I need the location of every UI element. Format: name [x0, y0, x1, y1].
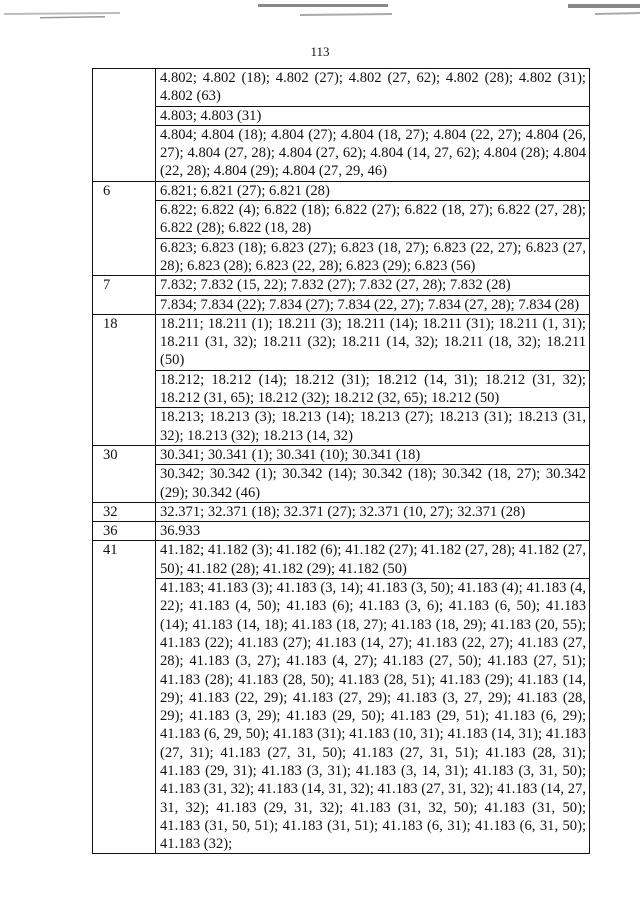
group-number-cell: 30	[93, 445, 156, 502]
table-row	[93, 314, 590, 370]
group-number-cell: 6	[93, 181, 156, 275]
table-row	[93, 541, 590, 579]
code-list-cell: 18.212; 18.212 (14); 18.212 (31); 18.212 (14, 31); 18.212 (31, 32); 18.212 (31, 65); 18.212 (32); 18.212 (32, 65); 18.212 (50)	[156, 370, 590, 408]
table-row	[93, 522, 590, 541]
code-list-cell: 4.802; 4.802 (18); 4.802 (27); 4.802 (27, 62); 4.802 (28); 4.802 (31); 4.802 (63)	[156, 69, 590, 107]
table-row	[93, 445, 590, 464]
group-number-cell: 18	[93, 314, 156, 445]
group-number-cell	[93, 69, 156, 182]
table-row	[93, 181, 590, 200]
scan-artifact-top	[0, 0, 640, 22]
code-list-cell: 41.183; 41.183 (3); 41.183 (3, 14); 41.183 (3, 50); 41.183 (4); 41.183 (4, 22); 41.183 (4, 50); 41.183 (6); 41.183 (3, 6); 41.183 (6, 50); 41.183 (14); 41.183 (14, 18); 41.183 (18, 27); 41.183 (18, 29); 41.183 (20, 55); 41.183 (22); 41.183 (27); 41.183 (14, 27); 41.183 (22, 27); 41.183 (27, 28); 41.183 (3, 27); 41.183 (4, 27); 41.183 (27, 50); 41.183 (27, 51); 41.183 (28); 41.183 (28, 50); 41.183 (28, 51); 41.183 (29); 41.183 (14, 29); 41.183 (22, 29); 41.183 (27, 29); 41.183 (3, 27, 29); 41.183 (28, 29); 41.183 (3, 29); 41.183 (29, 50); 41.183 (29, 51); 41.183 (6, 29); 41.183 (6, 29, 50); 41.183 (31); 41.183 (10, 31); 41.183 (14, 31); 41.183 (27, 31); 41.183 (27, 31, 50); 41.183 (27, 31, 51); 41.183 (28, 31); 41.183 (29, 31); 41.183 (3, 31); 41.183 (3, 14, 31); 41.183 (3, 31, 50); 41.183 (31, 32); 41.183 (14, 31, 32); 41.183 (27, 31, 32); 41.183 (14, 27, 31, 32); 41.183 (29, 31, 32); 41.183 (31, 32, 50); 41.183 (31, 50); 41.183 (31, 50, 51); 41.183 (31, 51); 41.183 (6, 31); 41.183 (6, 31, 50); 41.183 (32);	[156, 579, 590, 854]
code-list-cell: 6.822; 6.822 (4); 6.822 (18); 6.822 (27); 6.822 (18, 27); 6.822 (27, 28); 6.822 (28); 6.822 (18, 28)	[156, 201, 590, 239]
code-list-cell: 7.834; 7.834 (22); 7.834 (27); 7.834 (22, 27); 7.834 (27, 28); 7.834 (28)	[156, 295, 590, 314]
group-number-cell: 36	[93, 522, 156, 541]
code-list-cell: 6.823; 6.823 (18); 6.823 (27); 6.823 (18, 27); 6.823 (22, 27); 6.823 (27, 28); 6.823 (28); 6.823 (22, 28); 6.823 (29); 6.823 (56)	[156, 238, 590, 276]
code-list-cell: 36.933	[156, 522, 590, 541]
code-table-body	[93, 69, 590, 854]
code-list-cell: 41.182; 41.182 (3); 41.182 (6); 41.182 (27); 41.182 (27, 28); 41.182 (27, 50); 41.182 (28); 41.182 (29); 41.182 (50)	[156, 541, 590, 579]
code-list-cell: 4.803; 4.803 (31)	[156, 106, 590, 125]
group-number-cell: 41	[93, 541, 156, 854]
code-list-cell: 18.213; 18.213 (3); 18.213 (14); 18.213 (27); 18.213 (31); 18.213 (31, 32); 18.213 (32); 18.213 (14, 32)	[156, 408, 590, 446]
code-list-cell: 30.341; 30.341 (1); 30.341 (10); 30.341 (18)	[156, 445, 590, 464]
table-row	[93, 69, 590, 107]
table-row	[93, 106, 590, 125]
code-list-cell: 6.821; 6.821 (27); 6.821 (28)	[156, 181, 590, 200]
code-list-cell: 30.342; 30.342 (1); 30.342 (14); 30.342 (18); 30.342 (18, 27); 30.342 (29); 30.342 (46)	[156, 465, 590, 503]
table-row	[93, 201, 590, 239]
table-row	[93, 465, 590, 503]
table-row	[93, 502, 590, 521]
table-row	[93, 579, 590, 854]
table-row	[93, 408, 590, 446]
table-row	[93, 295, 590, 314]
group-number-cell: 7	[93, 276, 156, 315]
code-table	[92, 68, 590, 854]
table-row	[93, 276, 590, 295]
table-row	[93, 370, 590, 408]
code-list-cell: 18.211; 18.211 (1); 18.211 (3); 18.211 (14); 18.211 (31); 18.211 (1, 31); 18.211 (31, 32); 18.211 (32); 18.211 (14, 32); 18.211 (18, 32); 18.211 (50)	[156, 314, 590, 370]
page-number: 113	[310, 44, 330, 59]
code-list-cell: 4.804; 4.804 (18); 4.804 (27); 4.804 (18, 27); 4.804 (22, 27); 4.804 (26, 27); 4.804 (27, 28); 4.804 (27, 62); 4.804 (14, 27, 62); 4.804 (28); 4.804 (22, 28); 4.804 (29); 4.804 (27, 29, 46)	[156, 125, 590, 181]
table-row	[93, 125, 590, 181]
code-list-cell: 32.371; 32.371 (18); 32.371 (27); 32.371 (10, 27); 32.371 (28)	[156, 502, 590, 521]
group-number-cell: 32	[93, 502, 156, 521]
code-list-cell: 7.832; 7.832 (15, 22); 7.832 (27); 7.832 (27, 28); 7.832 (28)	[156, 276, 590, 295]
table-row	[93, 238, 590, 276]
